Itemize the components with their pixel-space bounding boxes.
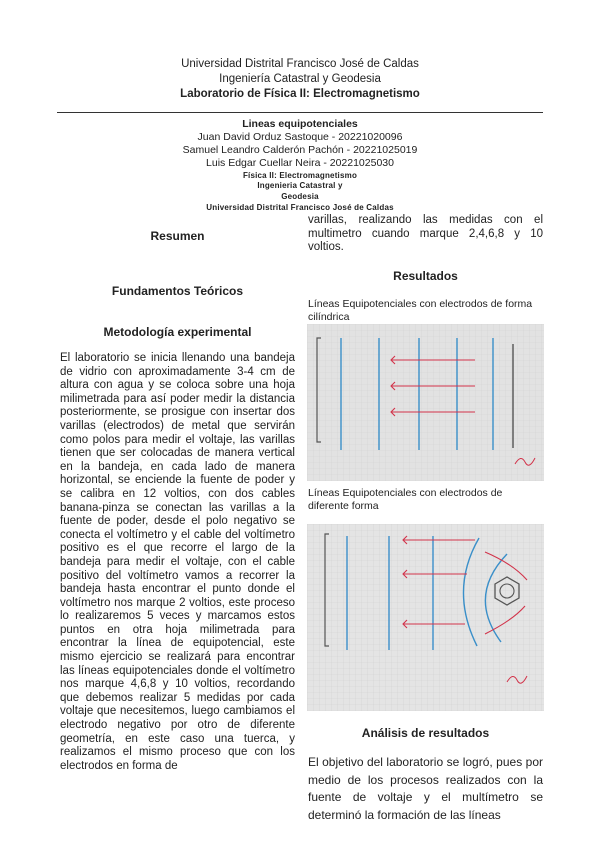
university-name: Universidad Distrital Francisco José de Caldas (181, 58, 419, 70)
author-2: Samuel Leandro Calderón Pachón - 20221025019 (182, 144, 418, 156)
author-1: Juan David Orduz Sastoque - 20221020096 (197, 131, 403, 143)
figure-1-caption: Líneas Equipotenciales con electrodos de forma cilíndrica (308, 298, 533, 323)
section-resumen: Resumen (150, 229, 205, 243)
section-metodologia: Metodología experimental (103, 325, 252, 339)
header-divider (57, 112, 543, 113)
metodologia-paragraph: El laboratorio se inicia llenando una bandeja de vidrio con aproximadamente 3-4 cm de altura con agua y se coloca sobre una hoja milimetrada para así poder medir la distancia posteriormente, se prosigue con insertar dos varillas (electrodos) de metal que servirán como polos para medir el voltaje, las varillas tienen que ser colocadas de manera vertical en la bandeja, en cada lado de manera horizontal, se enciende la fuente de poder y se calibra en 12 voltios, con dos cables banana-pinza se conectan las varillas a la fuente de poder, desde el polo negativo se conecta el voltímetro y el cable del voltímetro positivo es el que recorre el largo de la bandeja para medir el voltaje, con el cable positivo del voltímetro vamos a recorrer la bandeja hasta encontrar el punto donde el voltímetro nos marque 2 voltios, este proceso lo realizaremos 5 veces y marcamos estos puntos en otra hoja milimetrada para encontrar la línea de equipotencial, este mismo ejercicio se realizará para encontrar las líneas equipotenciales donde el voltímetro nos marque 4,6,8 y 10 voltios, recordando que debemos realizar 5 medidas por cada voltaje que necesitemos, luego cambiamos el electrodo negativo por otro de diferente geometría, en este caso una tuerca, y realizamos el mismo proceso que con los electrodos en forma de (60, 352, 295, 772)
figure-2-photo (307, 524, 544, 711)
affiliation-line-2: Ingenieria Catastral y (257, 181, 343, 190)
analisis-paragraph: El objetivo del laboratorio se logró, pues por medio de los procesos realizados con la fuente de voltaje y el multímetro se determinó la formación de las líneas (308, 755, 543, 822)
figure-1-photo (307, 324, 544, 481)
affiliation-line-4: Universidad Distrital Francisco José de Caldas (206, 203, 394, 212)
program-name: Ingeniería Catastral y Geodesia (219, 73, 381, 85)
section-analisis: Análisis de resultados (361, 726, 490, 740)
section-resultados: Resultados (393, 269, 458, 283)
continuation-paragraph: varillas, realizando las medidas con el multimetro cuando marque 2,4,6,8 y 10 voltios. (308, 214, 543, 254)
affiliation-line-3: Geodesia (281, 192, 319, 201)
figure-2-caption: Líneas Equipotenciales con electrodos de diferente forma (308, 487, 503, 512)
section-fundamentos: Fundamentos Teóricos (111, 284, 244, 298)
lab-title: Laboratorio de Física II: Electromagnetismo (180, 88, 420, 100)
paper-title: Lineas equipotenciales (242, 118, 358, 130)
affiliation-line-1: Física II: Electromagnetismo (242, 171, 358, 180)
author-3: Luis Edgar Cuellar Neira - 20221025030 (206, 157, 394, 169)
